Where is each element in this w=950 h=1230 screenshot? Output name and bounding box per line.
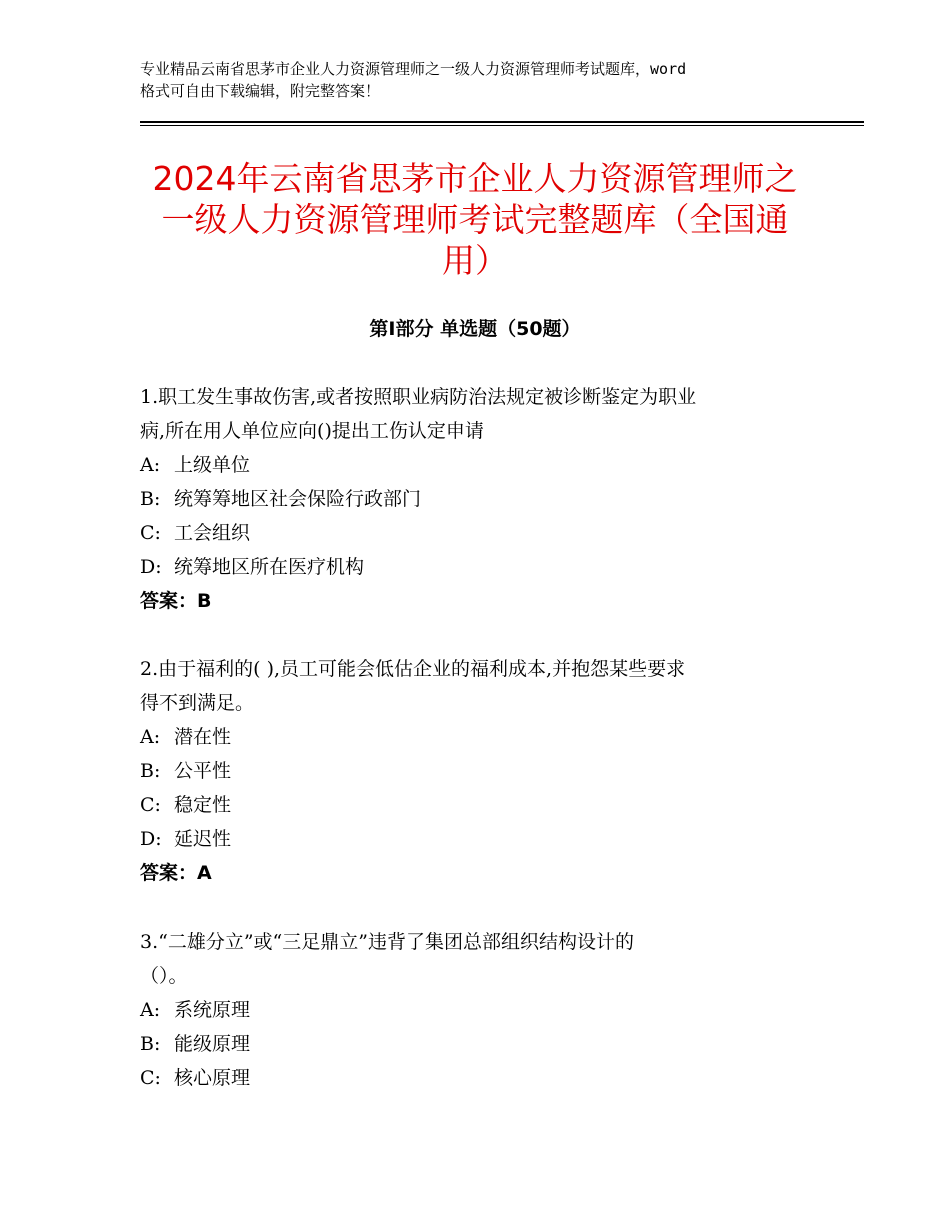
- option-key: D:: [140, 828, 162, 850]
- option-key: B:: [140, 1033, 161, 1055]
- option-text: 能级原理: [174, 1033, 251, 1055]
- option-text: 上级单位: [174, 454, 251, 476]
- option-text: 延迟性: [174, 828, 232, 850]
- option-c: [140, 516, 830, 550]
- option-text: 统筹地区所在医疗机构: [174, 556, 365, 578]
- header-rule-thin: [140, 125, 864, 126]
- question-1: [140, 380, 830, 618]
- question-stem-line: 病,所在用人单位应向()提出工伤认定申请: [140, 420, 484, 442]
- question-stem-line: 得不到满足。: [140, 692, 255, 714]
- option-text: 潜在性: [174, 726, 232, 748]
- option-text: 公平性: [174, 760, 232, 782]
- option-b: [140, 754, 830, 788]
- option-a: [140, 720, 830, 754]
- option-text: 稳定性: [174, 794, 232, 816]
- header-note-line: 专业精品云南省思茅市企业人力资源管理师之一级人力资源管理师考试题库，word: [140, 60, 687, 78]
- title-line: 2024年云南省思茅市企业人力资源管理师之: [152, 159, 798, 198]
- option-key: C:: [140, 794, 161, 816]
- question-stem-line: 3.“二雄分立”或“三足鼎立”违背了集团总部组织结构设计的: [140, 931, 634, 953]
- section-title: 第Ⅰ部分 单选题（50题）: [369, 318, 581, 340]
- question-3: [140, 925, 830, 1095]
- title-line: 一级人力资源管理师考试完整题库（全国通: [161, 200, 789, 239]
- option-key: C:: [140, 522, 161, 544]
- option-d: [140, 550, 830, 584]
- answer-line: 答案：A: [140, 862, 212, 884]
- option-key: B:: [140, 760, 161, 782]
- option-text: 系统原理: [174, 999, 251, 1021]
- option-a: [140, 993, 830, 1027]
- option-key: C:: [140, 1067, 161, 1089]
- option-key: A:: [140, 454, 161, 476]
- question-stem-line: 2.由于福利的( ),员工可能会低估企业的福利成本,并抱怨某些要求: [140, 658, 686, 680]
- option-b: [140, 1027, 830, 1061]
- option-a: [140, 448, 830, 482]
- title-line: 用）: [442, 241, 508, 280]
- option-text: 工会组织: [174, 522, 251, 544]
- option-key: B:: [140, 488, 161, 510]
- document-title: [130, 158, 820, 281]
- option-text: 核心原理: [174, 1067, 251, 1089]
- option-d: [140, 822, 830, 856]
- option-c: [140, 788, 830, 822]
- option-key: A:: [140, 999, 161, 1021]
- header-rule-thick: [140, 121, 864, 123]
- option-c: [140, 1061, 830, 1095]
- answer-line: 答案：B: [140, 590, 212, 612]
- option-key: D:: [140, 556, 162, 578]
- header-note-line: 格式可自由下载编辑，附完整答案！: [140, 82, 381, 100]
- question-2: [140, 652, 830, 890]
- question-stem-line: （）。: [140, 965, 188, 987]
- question-stem-line: 1.职工发生事故伤害,或者按照职业病防治法规定被诊断鉴定为职业: [140, 386, 697, 408]
- option-key: A:: [140, 726, 161, 748]
- option-text: 统筹筹地区社会保险行政部门: [174, 488, 422, 510]
- header-note: [140, 58, 830, 102]
- option-b: [140, 482, 830, 516]
